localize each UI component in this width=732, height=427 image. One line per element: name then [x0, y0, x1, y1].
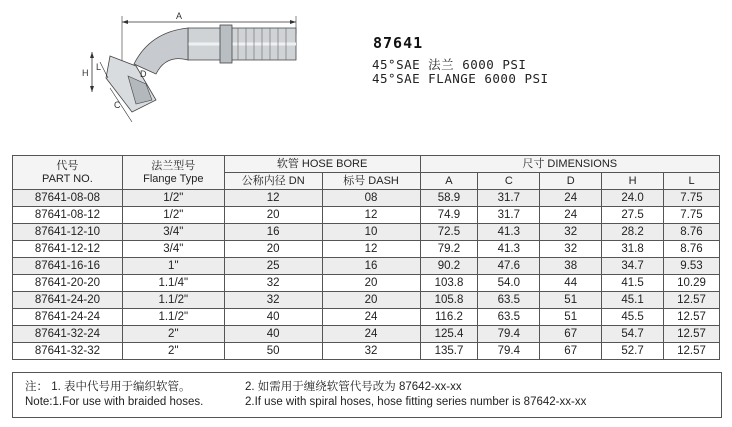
- table-cell: 58.9: [420, 190, 478, 207]
- table-cell: 79.4: [478, 343, 540, 360]
- spec-table-body: [13, 190, 720, 360]
- table-cell: 20: [224, 241, 322, 258]
- table-cell: 31.8: [602, 241, 664, 258]
- table-cell: 44: [540, 275, 602, 292]
- table-cell: 32: [540, 224, 602, 241]
- spec-table: [12, 155, 720, 360]
- table-row: [13, 258, 720, 275]
- table-row: [13, 343, 720, 360]
- table-cell: 12.57: [664, 292, 720, 309]
- table-cell: 40: [224, 309, 322, 326]
- table-cell: 41.5: [602, 275, 664, 292]
- table-cell: 105.8: [420, 292, 478, 309]
- table-cell: 20: [322, 292, 420, 309]
- model-number: 87641: [373, 34, 424, 52]
- table-cell: 34.7: [602, 258, 664, 275]
- table-cell: 87641-32-32: [13, 343, 123, 360]
- table-cell: 74.9: [420, 207, 478, 224]
- table-cell: 24.0: [602, 190, 664, 207]
- table-cell: 20: [322, 275, 420, 292]
- table-cell: 12.57: [664, 326, 720, 343]
- header-flange: [122, 156, 224, 190]
- table-cell: 51: [540, 292, 602, 309]
- table-cell: 87641-24-24: [13, 309, 123, 326]
- header-dim-d: D: [540, 173, 602, 190]
- table-cell: 32: [322, 343, 420, 360]
- table-cell: 31.7: [478, 190, 540, 207]
- table-cell: 24: [540, 207, 602, 224]
- table-cell: 87641-32-24: [13, 326, 123, 343]
- header-part-no: [13, 156, 123, 190]
- table-row: [13, 292, 720, 309]
- table-cell: 45.5: [602, 309, 664, 326]
- header-part-no-cn: 代号: [56, 159, 79, 172]
- header-dim-a: A: [420, 173, 478, 190]
- table-cell: 2": [122, 326, 224, 343]
- table-cell: 3/4": [122, 224, 224, 241]
- table-cell: 87641-12-10: [13, 224, 123, 241]
- table-cell: 51: [540, 309, 602, 326]
- table-cell: 28.2: [602, 224, 664, 241]
- table-cell: 25: [224, 258, 322, 275]
- table-cell: 7.75: [664, 207, 720, 224]
- table-cell: 90.2: [420, 258, 478, 275]
- header-dim-c: C: [478, 173, 540, 190]
- label-d: D: [140, 69, 147, 79]
- table-cell: 41.3: [478, 241, 540, 258]
- table-cell: 79.2: [420, 241, 478, 258]
- table-cell: 72.5: [420, 224, 478, 241]
- note-1-en: Note:1.For use with braided hoses.: [25, 396, 204, 408]
- table-cell: 10.29: [664, 275, 720, 292]
- table-cell: 12: [322, 207, 420, 224]
- note-1-cn: 注： 1. 表中代号用于编织软管。: [25, 381, 191, 393]
- table-cell: 32: [224, 292, 322, 309]
- table-cell: 38: [540, 258, 602, 275]
- table-cell: 9.53: [664, 258, 720, 275]
- header-flange-en: Flange Type: [143, 172, 204, 185]
- header-dn: 公称内径 DN: [224, 173, 322, 190]
- table-cell: 40: [224, 326, 322, 343]
- header-dim-h: H: [602, 173, 664, 190]
- table-cell: 47.6: [478, 258, 540, 275]
- table-cell: 87641-16-16: [13, 258, 123, 275]
- table-row: [13, 275, 720, 292]
- table-cell: 24: [322, 326, 420, 343]
- table-cell: 1.1/4": [122, 275, 224, 292]
- table-cell: 1/2": [122, 190, 224, 207]
- header-dimensions: 尺寸 DIMENSIONS: [420, 156, 720, 173]
- table-cell: 12: [322, 241, 420, 258]
- table-cell: 32: [540, 241, 602, 258]
- table-cell: 87641-20-20: [13, 275, 123, 292]
- table-cell: 125.4: [420, 326, 478, 343]
- table-row: [13, 224, 720, 241]
- table-cell: 10: [322, 224, 420, 241]
- table-cell: 87641-08-12: [13, 207, 123, 224]
- table-cell: 12: [224, 190, 322, 207]
- table-cell: 103.8: [420, 275, 478, 292]
- table-row: [13, 309, 720, 326]
- table-cell: 1/2": [122, 207, 224, 224]
- table-cell: 45.1: [602, 292, 664, 309]
- table-cell: 2": [122, 343, 224, 360]
- table-cell: 1": [122, 258, 224, 275]
- table-row: [13, 241, 720, 258]
- label-h: H: [82, 68, 89, 78]
- table-cell: 67: [540, 343, 602, 360]
- table-cell: 32: [224, 275, 322, 292]
- header-flange-cn: 法兰型号: [151, 159, 196, 172]
- table-cell: 1.1/2": [122, 309, 224, 326]
- table-cell: 24: [540, 190, 602, 207]
- table-cell: 63.5: [478, 309, 540, 326]
- table-cell: 12.57: [664, 343, 720, 360]
- table-row: [13, 190, 720, 207]
- table-cell: 135.7: [420, 343, 478, 360]
- fitting-drawing: [70, 4, 300, 142]
- header-dash: 标号 DASH: [322, 173, 420, 190]
- table-cell: 87641-24-20: [13, 292, 123, 309]
- table-cell: 8.76: [664, 241, 720, 258]
- table-cell: 20: [224, 207, 322, 224]
- table-cell: 87641-08-08: [13, 190, 123, 207]
- header-part-no-en: PART NO.: [42, 172, 93, 185]
- table-cell: 8.76: [664, 224, 720, 241]
- label-l: L: [96, 62, 102, 72]
- label-c: C: [114, 100, 121, 110]
- table-cell: 08: [322, 190, 420, 207]
- header-dim-l: L: [664, 173, 720, 190]
- table-cell: 87641-12-12: [13, 241, 123, 258]
- table-cell: 24: [322, 309, 420, 326]
- header-hose-bore: 软管 HOSE BORE: [224, 156, 420, 173]
- table-cell: 50: [224, 343, 322, 360]
- table-cell: 1.1/2": [122, 292, 224, 309]
- table-cell: 12.57: [664, 309, 720, 326]
- table-row: [13, 326, 720, 343]
- table-cell: 7.75: [664, 190, 720, 207]
- table-cell: 3/4": [122, 241, 224, 258]
- table-cell: 52.7: [602, 343, 664, 360]
- note-2-cn: 2. 如需用于缠绕软管代号改为 87642-xx-xx: [245, 381, 462, 393]
- table-cell: 79.4: [478, 326, 540, 343]
- table-cell: 27.5: [602, 207, 664, 224]
- table-cell: 54.0: [478, 275, 540, 292]
- subtitle-en: 45°SAE FLANGE 6000 PSI: [372, 71, 549, 86]
- table-row: [13, 207, 720, 224]
- note-2-en: 2.If use with spiral hoses, hose fitting series number is 87642-xx-xx: [245, 396, 587, 408]
- table-cell: 31.7: [478, 207, 540, 224]
- notes-box: [12, 372, 722, 418]
- table-cell: 116.2: [420, 309, 478, 326]
- subtitle-cn: 45°SAE 法兰 6000 PSI: [372, 57, 527, 72]
- label-a: A: [176, 11, 183, 21]
- table-cell: 16: [322, 258, 420, 275]
- table-cell: 54.7: [602, 326, 664, 343]
- table-cell: 41.3: [478, 224, 540, 241]
- table-cell: 16: [224, 224, 322, 241]
- table-cell: 67: [540, 326, 602, 343]
- table-cell: 63.5: [478, 292, 540, 309]
